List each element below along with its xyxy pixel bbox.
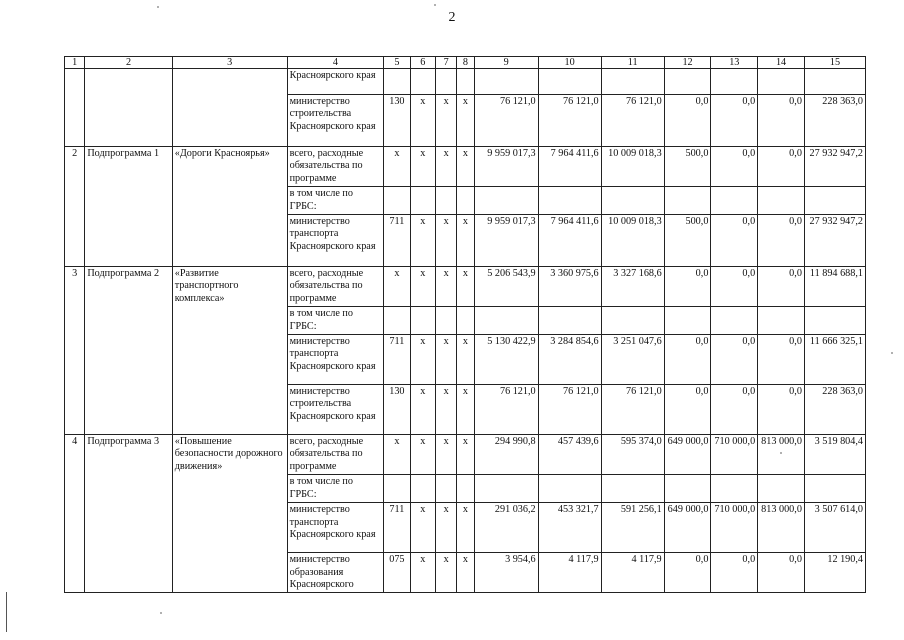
value-cell — [711, 187, 758, 215]
table-row — [65, 435, 866, 475]
value-cell: 591 256,1 — [601, 503, 664, 553]
value-cell — [758, 475, 805, 503]
value-cell — [410, 69, 435, 95]
value-cell — [664, 475, 711, 503]
value-cell: 3 519 804,4 — [804, 435, 865, 475]
value-cell — [804, 69, 865, 95]
value-cell: 0,0 — [711, 553, 758, 593]
value-cell: 3 954,6 — [474, 553, 538, 593]
value-cell — [474, 475, 538, 503]
value-cell — [664, 187, 711, 215]
value-cell: 5 206 543,9 — [474, 267, 538, 307]
description-cell: министерство строительства Красноярского края — [287, 385, 384, 435]
value-cell: 7 964 411,6 — [538, 147, 601, 187]
value-cell — [384, 307, 410, 335]
value-cell: 0,0 — [711, 335, 758, 385]
value-cell: 12 190,4 — [804, 553, 865, 593]
value-cell: 27 932 947,2 — [804, 147, 865, 187]
header-cell: 10 — [538, 57, 601, 69]
value-cell: 4 117,9 — [538, 553, 601, 593]
value-cell: 3 507 614,0 — [804, 503, 865, 553]
table-row — [65, 147, 866, 187]
subprogram-name-cell: «Развитие транспортного комплекса» — [172, 267, 287, 435]
value-cell: 76 121,0 — [601, 95, 664, 147]
value-cell — [410, 307, 435, 335]
value-cell: 3 327 168,6 — [601, 267, 664, 307]
value-cell: 0,0 — [664, 335, 711, 385]
description-cell: в том числе по ГРБС: — [287, 187, 384, 215]
value-cell: 9 959 017,3 — [474, 215, 538, 267]
value-cell: 76 121,0 — [474, 95, 538, 147]
scan-speck — [434, 4, 436, 6]
description-cell: министерство образования Красноярского — [287, 553, 384, 593]
value-cell — [711, 69, 758, 95]
value-cell: 3 284 854,6 — [538, 335, 601, 385]
value-cell: 710 000,0 — [711, 503, 758, 553]
value-cell: 0,0 — [711, 267, 758, 307]
value-cell: 0,0 — [758, 385, 805, 435]
scan-speck — [160, 612, 162, 614]
header-cell: 2 — [85, 57, 172, 69]
row-number-cell: 4 — [65, 435, 85, 593]
value-cell: 0,0 — [758, 335, 805, 385]
row-number-cell: 2 — [65, 147, 85, 267]
value-cell — [538, 307, 601, 335]
value-cell — [435, 475, 456, 503]
subprogram-cell: Подпрограмма 2 — [85, 267, 172, 435]
header-cell: 14 — [758, 57, 805, 69]
value-cell — [457, 187, 474, 215]
row-number-cell: 3 — [65, 267, 85, 435]
value-cell: 11 666 325,1 — [804, 335, 865, 385]
header-cell: 15 — [804, 57, 865, 69]
value-cell: 291 036,2 — [474, 503, 538, 553]
value-cell: x — [410, 503, 435, 553]
value-cell: x — [457, 267, 474, 307]
header-cell: 6 — [410, 57, 435, 69]
value-cell: x — [384, 147, 410, 187]
value-cell: 228 363,0 — [804, 385, 865, 435]
value-cell — [384, 69, 410, 95]
value-cell: 0,0 — [711, 215, 758, 267]
header-cell: 7 — [435, 57, 456, 69]
value-cell — [664, 307, 711, 335]
value-cell: x — [435, 503, 456, 553]
scan-speck — [891, 352, 893, 354]
header-cell: 12 — [664, 57, 711, 69]
value-cell: 11 894 688,1 — [804, 267, 865, 307]
value-cell: 27 932 947,2 — [804, 215, 865, 267]
subprogram-name-cell: «Дороги Красноярья» — [172, 147, 287, 267]
value-cell: 0,0 — [758, 215, 805, 267]
value-cell: x — [410, 95, 435, 147]
value-cell: x — [457, 435, 474, 475]
value-cell — [457, 475, 474, 503]
value-cell: 649 000,0 — [664, 503, 711, 553]
description-cell: министерство транспорта Красноярского края — [287, 215, 384, 267]
value-cell: x — [435, 147, 456, 187]
value-cell: 710 000,0 — [711, 435, 758, 475]
value-cell: x — [457, 553, 474, 593]
table-row — [65, 69, 866, 95]
value-cell: x — [457, 503, 474, 553]
value-cell: 595 374,0 — [601, 435, 664, 475]
value-cell — [435, 307, 456, 335]
value-cell: x — [457, 147, 474, 187]
value-cell: 76 121,0 — [538, 385, 601, 435]
description-cell: Красноярского края — [287, 69, 384, 95]
value-cell: x — [435, 553, 456, 593]
value-cell — [601, 475, 664, 503]
value-cell: x — [410, 335, 435, 385]
value-cell — [457, 69, 474, 95]
value-cell: 9 959 017,3 — [474, 147, 538, 187]
value-cell: 0,0 — [758, 553, 805, 593]
subprogram-name-cell: «Повышение безопасности дорожного движения» — [172, 435, 287, 593]
value-cell: 76 121,0 — [538, 95, 601, 147]
description-cell: в том числе по ГРБС: — [287, 307, 384, 335]
value-cell: 0,0 — [711, 95, 758, 147]
table-row — [65, 267, 866, 307]
header-cell: 1 — [65, 57, 85, 69]
value-cell: 813 000,0 — [758, 503, 805, 553]
value-cell: x — [410, 215, 435, 267]
value-cell: 0,0 — [758, 147, 805, 187]
value-cell: 294 990,8 — [474, 435, 538, 475]
value-cell — [664, 69, 711, 95]
value-cell: 075 — [384, 553, 410, 593]
value-cell: 0,0 — [711, 385, 758, 435]
header-cell: 5 — [384, 57, 410, 69]
page-number: 2 — [448, 10, 456, 25]
value-cell: 130 — [384, 95, 410, 147]
subprogram-cell — [85, 69, 172, 147]
header-cell: 8 — [457, 57, 474, 69]
value-cell: 0,0 — [664, 95, 711, 147]
value-cell: 0,0 — [711, 147, 758, 187]
value-cell — [474, 187, 538, 215]
value-cell: x — [457, 95, 474, 147]
value-cell: x — [384, 435, 410, 475]
value-cell: 500,0 — [664, 215, 711, 267]
value-cell: x — [435, 335, 456, 385]
header-cell: 13 — [711, 57, 758, 69]
value-cell — [538, 187, 601, 215]
value-cell: 7 964 411,6 — [538, 215, 601, 267]
value-cell: 76 121,0 — [601, 385, 664, 435]
value-cell: 649 000,0 — [664, 435, 711, 475]
value-cell: 0,0 — [664, 385, 711, 435]
value-cell: 10 009 018,3 — [601, 147, 664, 187]
value-cell: x — [410, 553, 435, 593]
value-cell — [474, 307, 538, 335]
value-cell — [758, 187, 805, 215]
header-cell: 4 — [287, 57, 384, 69]
description-cell: в том числе по ГРБС: — [287, 475, 384, 503]
value-cell — [457, 307, 474, 335]
value-cell: 76 121,0 — [474, 385, 538, 435]
value-cell: x — [435, 267, 456, 307]
value-cell: 228 363,0 — [804, 95, 865, 147]
description-cell: всего, расходные обязательства по программе — [287, 147, 384, 187]
value-cell: x — [435, 95, 456, 147]
value-cell — [601, 307, 664, 335]
header-cell: 3 — [172, 57, 287, 69]
value-cell — [601, 187, 664, 215]
value-cell: 453 321,7 — [538, 503, 601, 553]
header-cell: 11 — [601, 57, 664, 69]
value-cell: 0,0 — [664, 267, 711, 307]
value-cell: 3 251 047,6 — [601, 335, 664, 385]
header-cell: 9 — [474, 57, 538, 69]
value-cell: x — [384, 267, 410, 307]
value-cell: 130 — [384, 385, 410, 435]
value-cell: 4 117,9 — [601, 553, 664, 593]
value-cell — [384, 187, 410, 215]
value-cell: 5 130 422,9 — [474, 335, 538, 385]
value-cell: 711 — [384, 503, 410, 553]
value-cell: 813 000,0 — [758, 435, 805, 475]
value-cell — [804, 475, 865, 503]
value-cell — [711, 307, 758, 335]
value-cell: x — [435, 215, 456, 267]
value-cell — [711, 475, 758, 503]
value-cell — [538, 69, 601, 95]
value-cell: 0,0 — [664, 553, 711, 593]
value-cell: 0,0 — [758, 95, 805, 147]
value-cell — [804, 307, 865, 335]
value-cell: 3 360 975,6 — [538, 267, 601, 307]
value-cell: x — [410, 267, 435, 307]
value-cell — [758, 69, 805, 95]
description-cell: всего, расходные обязательства по программе — [287, 435, 384, 475]
value-cell: x — [457, 335, 474, 385]
value-cell — [435, 69, 456, 95]
description-cell: министерство строительства Красноярского края — [287, 95, 384, 147]
value-cell: 711 — [384, 215, 410, 267]
subprogram-cell: Подпрограмма 1 — [85, 147, 172, 267]
value-cell: x — [410, 147, 435, 187]
scan-speck — [157, 6, 159, 8]
value-cell — [384, 475, 410, 503]
description-cell: министерство транспорта Красноярского края — [287, 335, 384, 385]
value-cell: 500,0 — [664, 147, 711, 187]
row-number-cell — [65, 69, 85, 147]
scan-speck — [780, 452, 782, 454]
value-cell: x — [410, 385, 435, 435]
budget-table — [64, 56, 866, 593]
header-row — [65, 57, 866, 69]
value-cell — [410, 475, 435, 503]
value-cell — [410, 187, 435, 215]
value-cell: 457 439,6 — [538, 435, 601, 475]
value-cell: x — [457, 215, 474, 267]
scan-edge-mark — [6, 592, 7, 632]
value-cell — [601, 69, 664, 95]
value-cell: x — [435, 435, 456, 475]
subprogram-name-cell — [172, 69, 287, 147]
description-cell: министерство транспорта Красноярского края — [287, 503, 384, 553]
description-cell: всего, расходные обязательства по программе — [287, 267, 384, 307]
value-cell — [474, 69, 538, 95]
value-cell — [435, 187, 456, 215]
subprogram-cell: Подпрограмма 3 — [85, 435, 172, 593]
value-cell: x — [435, 385, 456, 435]
value-cell: 10 009 018,3 — [601, 215, 664, 267]
value-cell — [804, 187, 865, 215]
value-cell — [758, 307, 805, 335]
value-cell: 711 — [384, 335, 410, 385]
value-cell: 0,0 — [758, 267, 805, 307]
value-cell — [538, 475, 601, 503]
value-cell: x — [457, 385, 474, 435]
value-cell: x — [410, 435, 435, 475]
